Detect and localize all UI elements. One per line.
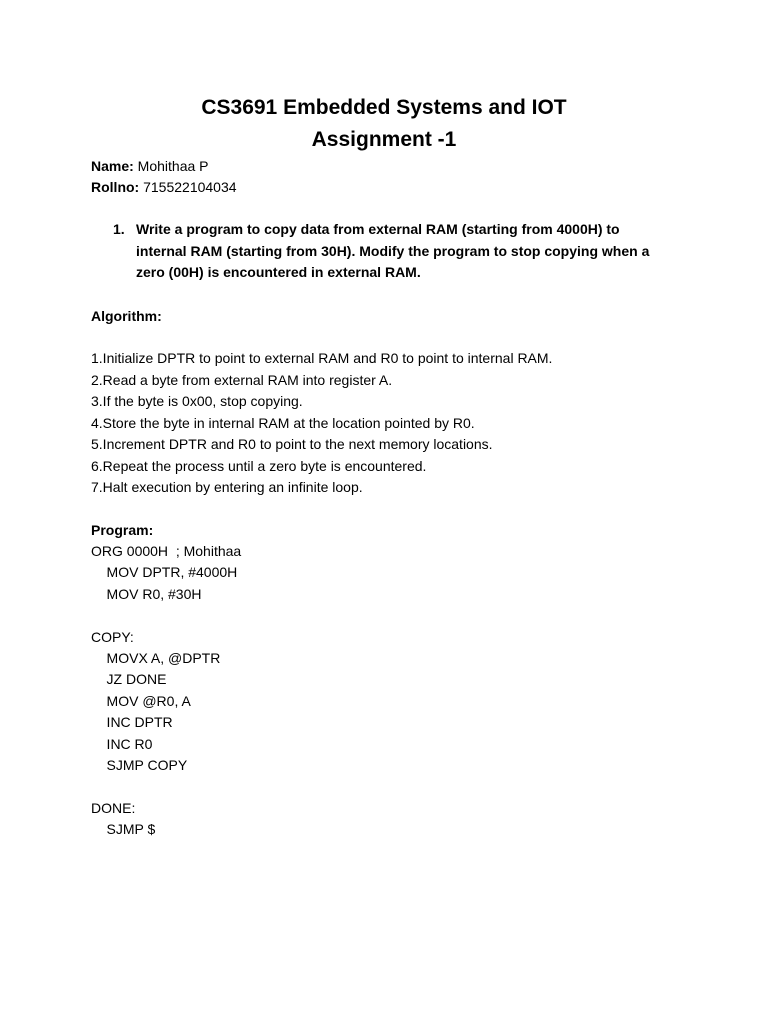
rollno-label: Rollno: xyxy=(91,179,140,195)
name-label: Name: xyxy=(91,158,134,174)
code-line: INC R0 xyxy=(91,735,153,752)
algorithm-step: 1.Initialize DPTR to point to external RAM and R0 to point to internal RAM. xyxy=(91,350,553,366)
code-line: MOVX A, @DPTR xyxy=(91,650,221,667)
algorithm-heading: Algorithm: xyxy=(91,308,162,324)
algorithm-step: 5.Increment DPTR and R0 to point to the next memory locations. xyxy=(91,436,493,452)
student-rollno-line xyxy=(91,177,237,197)
document-subtitle: Assignment -1 xyxy=(311,128,457,151)
algorithm-step: 4.Store the byte in internal RAM at the location pointed by R0. xyxy=(91,414,475,431)
question-number: 1. xyxy=(113,221,125,237)
name-value: Mohithaa P xyxy=(133,158,209,174)
algorithm-steps xyxy=(91,348,552,499)
code-line: JZ DONE xyxy=(91,671,167,688)
algorithm-step: 7.Halt execution by entering an infinite loop. xyxy=(91,479,363,495)
code-line: INC DPTR xyxy=(91,714,173,731)
program-heading: Program: xyxy=(91,522,154,538)
document-title: CS3691 Embedded Systems and IOT xyxy=(201,96,567,119)
code-line: MOV DPTR, #4000H xyxy=(91,564,238,581)
program-code xyxy=(91,541,241,841)
question-1 xyxy=(113,219,673,284)
code-line: DONE: xyxy=(91,799,136,816)
code-line: COPY: xyxy=(91,628,134,645)
code-line: ORG 0000H ; Mohithaa xyxy=(91,543,242,559)
code-line xyxy=(91,605,241,626)
algorithm-step: 3.If the byte is 0x00, stop copying. xyxy=(91,393,303,409)
rollno-value: 715522104034 xyxy=(139,179,237,195)
code-line: SJMP COPY xyxy=(91,757,188,774)
code-line xyxy=(91,776,241,797)
question-text: Write a program to copy data from external RAM (starting from 4000H) to internal RAM (starting from 30H). Modify the program to stop copying when a zero (00H) is encountered in external RAM. xyxy=(136,221,650,280)
code-line: MOV @R0, A xyxy=(91,692,191,709)
code-line: SJMP $ xyxy=(91,821,156,838)
code-line: MOV R0, #30H xyxy=(91,585,202,602)
student-name-line xyxy=(91,156,209,176)
algorithm-step: 2.Read a byte from external RAM into register A. xyxy=(91,371,393,388)
algorithm-step: 6.Repeat the process until a zero byte is encountered. xyxy=(91,457,427,474)
